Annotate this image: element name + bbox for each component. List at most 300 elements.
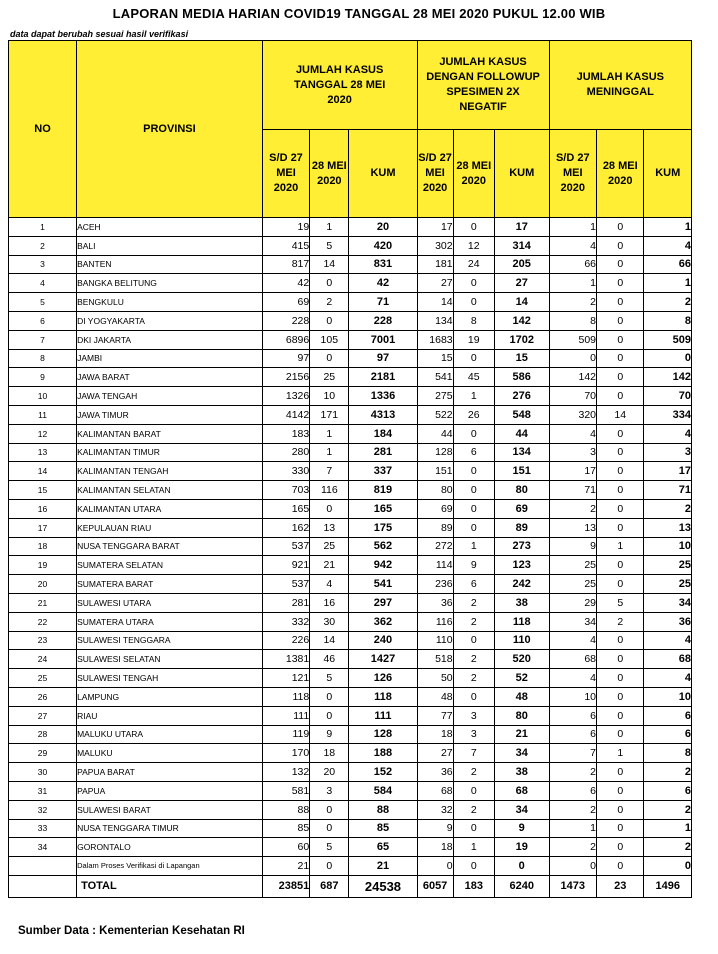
cases-kum: 2181 — [349, 368, 417, 387]
table-row — [9, 706, 692, 725]
province-name: MALUKU UTARA — [77, 725, 263, 744]
deaths-28: 0 — [597, 556, 644, 575]
deaths-until-27: 34 — [549, 612, 596, 631]
recovered-28: 2 — [453, 763, 494, 782]
cases-kum: 281 — [349, 443, 417, 462]
cases-kum: 1336 — [349, 387, 417, 406]
recovered-until-27: 68 — [417, 781, 453, 800]
cases-28: 10 — [310, 387, 349, 406]
cases-kum: 71 — [349, 293, 417, 312]
deaths-kum: 0 — [644, 349, 692, 368]
deaths-28: 0 — [597, 857, 644, 876]
recovered-until-27: 18 — [417, 725, 453, 744]
row-no: 1 — [9, 218, 77, 237]
table-row — [9, 537, 692, 556]
row-no: 17 — [9, 518, 77, 537]
table-row — [9, 819, 692, 838]
recovered-28: 1 — [453, 838, 494, 857]
deaths-kum: 70 — [644, 387, 692, 406]
cases-until-27: 6896 — [262, 330, 309, 349]
deaths-28: 5 — [597, 593, 644, 612]
recovered-until-27: 32 — [417, 800, 453, 819]
cases-28: 0 — [310, 687, 349, 706]
cases-kum: 337 — [349, 462, 417, 481]
cases-28: 25 — [310, 537, 349, 556]
cases-until-27: 97 — [262, 349, 309, 368]
deaths-kum: 6 — [644, 706, 692, 725]
cases-kum: 111 — [349, 706, 417, 725]
recovered-28: 0 — [453, 819, 494, 838]
deaths-until-27: 2 — [549, 499, 596, 518]
deaths-28: 0 — [597, 443, 644, 462]
deaths-kum: 10 — [644, 537, 692, 556]
deaths-until-27: 1 — [549, 819, 596, 838]
cases-28: 1 — [310, 218, 349, 237]
cases-until-27: 330 — [262, 462, 309, 481]
header-cases-kum: KUM — [349, 130, 417, 218]
recovered-28: 2 — [453, 650, 494, 669]
deaths-until-27: 6 — [549, 706, 596, 725]
deaths-until-27: 509 — [549, 330, 596, 349]
recovered-until-27: 36 — [417, 593, 453, 612]
deaths-28: 0 — [597, 819, 644, 838]
cases-until-27: 165 — [262, 499, 309, 518]
cases-28: 3 — [310, 781, 349, 800]
recovered-until-27: 128 — [417, 443, 453, 462]
deaths-until-27: 0 — [549, 857, 596, 876]
province-name: SULAWESI TENGGARA — [77, 631, 263, 650]
recovered-28: 0 — [453, 462, 494, 481]
cases-kum: 819 — [349, 481, 417, 500]
deaths-28: 0 — [597, 274, 644, 293]
recovered-kum: 134 — [494, 443, 549, 462]
table-row — [9, 499, 692, 518]
cases-until-27: 111 — [262, 706, 309, 725]
row-no: 4 — [9, 274, 77, 293]
header-provinsi: PROVINSI — [77, 41, 263, 218]
total-cases-until-27: 23851 — [262, 875, 309, 897]
recovered-kum: 242 — [494, 575, 549, 594]
total-recovered-until-27: 6057 — [417, 875, 453, 897]
recovered-kum: 38 — [494, 763, 549, 782]
province-name: SUMATERA UTARA — [77, 612, 263, 631]
verification-note: data dapat berubah sesuai hasil verifikasi — [10, 29, 189, 39]
deaths-until-27: 10 — [549, 687, 596, 706]
recovered-until-27: 69 — [417, 499, 453, 518]
deaths-kum: 2 — [644, 499, 692, 518]
row-no: 8 — [9, 349, 77, 368]
recovered-28: 6 — [453, 443, 494, 462]
province-name: SUMATERA BARAT — [77, 575, 263, 594]
province-name: NUSA TENGGARA TIMUR — [77, 819, 263, 838]
table-row — [9, 387, 692, 406]
cases-until-27: 332 — [262, 612, 309, 631]
recovered-kum: 21 — [494, 725, 549, 744]
cases-28: 0 — [310, 311, 349, 330]
deaths-kum: 4 — [644, 631, 692, 650]
table-row — [9, 556, 692, 575]
recovered-until-27: 48 — [417, 687, 453, 706]
cases-28: 21 — [310, 556, 349, 575]
recovered-28: 3 — [453, 706, 494, 725]
row-no: 33 — [9, 819, 77, 838]
recovered-28: 7 — [453, 744, 494, 763]
row-no: 6 — [9, 311, 77, 330]
recovered-kum: 80 — [494, 706, 549, 725]
province-name: LAMPUNG — [77, 687, 263, 706]
cases-kum: 118 — [349, 687, 417, 706]
deaths-28: 0 — [597, 687, 644, 706]
deaths-28: 0 — [597, 236, 644, 255]
recovered-until-27: 18 — [417, 838, 453, 857]
recovered-28: 0 — [453, 293, 494, 312]
recovered-28: 0 — [453, 274, 494, 293]
cases-kum: 240 — [349, 631, 417, 650]
row-no: 30 — [9, 763, 77, 782]
recovered-28: 6 — [453, 575, 494, 594]
deaths-kum: 4 — [644, 236, 692, 255]
table-row — [9, 462, 692, 481]
cases-28: 14 — [310, 255, 349, 274]
cases-kum: 65 — [349, 838, 417, 857]
deaths-until-27: 2 — [549, 293, 596, 312]
header-deaths: JUMLAH KASUS MENINGGAL — [549, 41, 691, 130]
deaths-28: 0 — [597, 518, 644, 537]
deaths-until-27: 70 — [549, 387, 596, 406]
table-row — [9, 368, 692, 387]
cases-kum: 562 — [349, 537, 417, 556]
deaths-28: 0 — [597, 669, 644, 688]
deaths-kum: 4 — [644, 424, 692, 443]
deaths-28: 0 — [597, 368, 644, 387]
recovered-28: 19 — [453, 330, 494, 349]
row-no: 5 — [9, 293, 77, 312]
cases-28: 46 — [310, 650, 349, 669]
province-name: KALIMANTAN TENGAH — [77, 462, 263, 481]
cases-28: 5 — [310, 838, 349, 857]
total-cases-kum: 24538 — [349, 875, 417, 897]
province-name: DKI JAKARTA — [77, 330, 263, 349]
table-row — [9, 255, 692, 274]
row-no: 32 — [9, 800, 77, 819]
header-recovered-kum: KUM — [494, 130, 549, 218]
recovered-28: 24 — [453, 255, 494, 274]
recovered-kum: 48 — [494, 687, 549, 706]
deaths-28: 0 — [597, 725, 644, 744]
row-no: 24 — [9, 650, 77, 669]
row-no: 7 — [9, 330, 77, 349]
recovered-kum: 151 — [494, 462, 549, 481]
cases-28: 16 — [310, 593, 349, 612]
cases-until-27: 4142 — [262, 405, 309, 424]
deaths-kum: 2 — [644, 800, 692, 819]
deaths-until-27: 320 — [549, 405, 596, 424]
cases-until-27: 281 — [262, 593, 309, 612]
province-name: BENGKULU — [77, 293, 263, 312]
deaths-28: 0 — [597, 481, 644, 500]
table-row — [9, 481, 692, 500]
recovered-kum: 17 — [494, 218, 549, 237]
province-name: GORONTALO — [77, 838, 263, 857]
cases-kum: 97 — [349, 349, 417, 368]
cases-kum: 188 — [349, 744, 417, 763]
row-no: 20 — [9, 575, 77, 594]
recovered-until-27: 36 — [417, 763, 453, 782]
cases-until-27: 162 — [262, 518, 309, 537]
table-row — [9, 311, 692, 330]
cases-kum: 20 — [349, 218, 417, 237]
cases-kum: 128 — [349, 725, 417, 744]
recovered-kum: 44 — [494, 424, 549, 443]
province-name: JAMBI — [77, 349, 263, 368]
row-no: 9 — [9, 368, 77, 387]
table-row — [9, 650, 692, 669]
deaths-28: 0 — [597, 706, 644, 725]
deaths-28: 0 — [597, 424, 644, 443]
cases-28: 20 — [310, 763, 349, 782]
recovered-until-27: 518 — [417, 650, 453, 669]
recovered-kum: 0 — [494, 857, 549, 876]
province-name: KALIMANTAN BARAT — [77, 424, 263, 443]
cases-until-27: 21 — [262, 857, 309, 876]
province-name: BANGKA BELITUNG — [77, 274, 263, 293]
recovered-kum: 34 — [494, 800, 549, 819]
table-row — [9, 631, 692, 650]
recovered-28: 45 — [453, 368, 494, 387]
deaths-until-27: 8 — [549, 311, 596, 330]
recovered-28: 0 — [453, 687, 494, 706]
row-no: 13 — [9, 443, 77, 462]
recovered-until-27: 44 — [417, 424, 453, 443]
deaths-28: 0 — [597, 499, 644, 518]
recovered-28: 0 — [453, 857, 494, 876]
deaths-kum: 2 — [644, 838, 692, 857]
deaths-until-27: 17 — [549, 462, 596, 481]
cases-kum: 7001 — [349, 330, 417, 349]
row-no: 16 — [9, 499, 77, 518]
cases-until-27: 183 — [262, 424, 309, 443]
cases-until-27: 703 — [262, 481, 309, 500]
cases-kum: 175 — [349, 518, 417, 537]
table-row — [9, 575, 692, 594]
cases-until-27: 19 — [262, 218, 309, 237]
cases-28: 0 — [310, 819, 349, 838]
row-no: 2 — [9, 236, 77, 255]
table-row — [9, 443, 692, 462]
cases-kum: 165 — [349, 499, 417, 518]
recovered-kum: 80 — [494, 481, 549, 500]
cases-until-27: 228 — [262, 311, 309, 330]
recovered-until-27: 272 — [417, 537, 453, 556]
recovered-until-27: 522 — [417, 405, 453, 424]
header-cases-until-27: S/D 27 MEI 2020 — [262, 130, 309, 218]
recovered-kum: 19 — [494, 838, 549, 857]
deaths-28: 0 — [597, 255, 644, 274]
cases-until-27: 170 — [262, 744, 309, 763]
deaths-kum: 1 — [644, 274, 692, 293]
cases-28: 2 — [310, 293, 349, 312]
recovered-kum: 548 — [494, 405, 549, 424]
recovered-until-27: 27 — [417, 274, 453, 293]
deaths-kum: 2 — [644, 293, 692, 312]
recovered-until-27: 236 — [417, 575, 453, 594]
deaths-until-27: 66 — [549, 255, 596, 274]
header-recovered-until-27: S/D 27 MEI 2020 — [417, 130, 453, 218]
deaths-kum: 1 — [644, 819, 692, 838]
recovered-28: 0 — [453, 518, 494, 537]
row-no: 23 — [9, 631, 77, 650]
cases-28: 116 — [310, 481, 349, 500]
recovered-until-27: 151 — [417, 462, 453, 481]
deaths-until-27: 68 — [549, 650, 596, 669]
recovered-kum: 1702 — [494, 330, 549, 349]
province-name: JAWA TENGAH — [77, 387, 263, 406]
table-row — [9, 593, 692, 612]
recovered-28: 2 — [453, 593, 494, 612]
cases-until-27: 118 — [262, 687, 309, 706]
deaths-28: 2 — [597, 612, 644, 631]
recovered-kum: 38 — [494, 593, 549, 612]
deaths-until-27: 0 — [549, 349, 596, 368]
cases-until-27: 2156 — [262, 368, 309, 387]
recovered-28: 1 — [453, 387, 494, 406]
deaths-kum: 3 — [644, 443, 692, 462]
cases-28: 0 — [310, 499, 349, 518]
deaths-kum: 25 — [644, 556, 692, 575]
recovered-28: 26 — [453, 405, 494, 424]
deaths-28: 1 — [597, 744, 644, 763]
cases-28: 18 — [310, 744, 349, 763]
province-name: SULAWESI SELATAN — [77, 650, 263, 669]
recovered-28: 2 — [453, 800, 494, 819]
deaths-kum: 71 — [644, 481, 692, 500]
row-no: 26 — [9, 687, 77, 706]
recovered-until-27: 17 — [417, 218, 453, 237]
cases-until-27: 226 — [262, 631, 309, 650]
recovered-until-27: 1683 — [417, 330, 453, 349]
province-name: JAWA BARAT — [77, 368, 263, 387]
deaths-until-27: 4 — [549, 669, 596, 688]
deaths-until-27: 6 — [549, 781, 596, 800]
row-no: 11 — [9, 405, 77, 424]
province-name: Dalam Proses Verifikasi di Lapangan — [77, 857, 263, 876]
cases-kum: 21 — [349, 857, 417, 876]
deaths-28: 0 — [597, 781, 644, 800]
cases-kum: 831 — [349, 255, 417, 274]
table-row — [9, 330, 692, 349]
province-name: SULAWESI BARAT — [77, 800, 263, 819]
recovered-until-27: 181 — [417, 255, 453, 274]
header-recovered-28: 28 MEI 2020 — [453, 130, 494, 218]
cases-until-27: 537 — [262, 537, 309, 556]
deaths-kum: 509 — [644, 330, 692, 349]
deaths-28: 0 — [597, 330, 644, 349]
cases-kum: 942 — [349, 556, 417, 575]
deaths-kum: 8 — [644, 311, 692, 330]
table-row — [9, 518, 692, 537]
recovered-28: 12 — [453, 236, 494, 255]
table-row — [9, 349, 692, 368]
recovered-until-27: 80 — [417, 481, 453, 500]
recovered-kum: 314 — [494, 236, 549, 255]
table-row — [9, 857, 692, 876]
deaths-kum: 1 — [644, 218, 692, 237]
recovered-kum: 89 — [494, 518, 549, 537]
cases-28: 0 — [310, 857, 349, 876]
cases-28: 7 — [310, 462, 349, 481]
deaths-until-27: 71 — [549, 481, 596, 500]
deaths-28: 0 — [597, 218, 644, 237]
cases-28: 14 — [310, 631, 349, 650]
cases-28: 25 — [310, 368, 349, 387]
cases-until-27: 121 — [262, 669, 309, 688]
covid-cases-table — [8, 40, 692, 898]
deaths-kum: 25 — [644, 575, 692, 594]
table-row — [9, 725, 692, 744]
row-no: 12 — [9, 424, 77, 443]
header-total-cases: JUMLAH KASUS TANGGAL 28 MEI 2020 — [262, 41, 417, 130]
recovered-kum: 110 — [494, 631, 549, 650]
table-row — [9, 838, 692, 857]
row-no: 34 — [9, 838, 77, 857]
cases-until-27: 85 — [262, 819, 309, 838]
total-cases-28: 687 — [310, 875, 349, 897]
cases-28: 171 — [310, 405, 349, 424]
row-no: 3 — [9, 255, 77, 274]
deaths-28: 0 — [597, 800, 644, 819]
table-row — [9, 424, 692, 443]
deaths-28: 0 — [597, 838, 644, 857]
row-no: 27 — [9, 706, 77, 725]
header-deaths-kum: KUM — [644, 130, 692, 218]
cases-until-27: 280 — [262, 443, 309, 462]
cases-kum: 1427 — [349, 650, 417, 669]
cases-28: 30 — [310, 612, 349, 631]
recovered-28: 1 — [453, 537, 494, 556]
cases-kum: 584 — [349, 781, 417, 800]
deaths-28: 0 — [597, 387, 644, 406]
province-name: BANTEN — [77, 255, 263, 274]
cases-28: 105 — [310, 330, 349, 349]
recovered-until-27: 77 — [417, 706, 453, 725]
recovered-until-27: 302 — [417, 236, 453, 255]
deaths-kum: 66 — [644, 255, 692, 274]
row-no: 31 — [9, 781, 77, 800]
deaths-28: 0 — [597, 650, 644, 669]
recovered-until-27: 134 — [417, 311, 453, 330]
total-deaths-until-27: 1473 — [549, 875, 596, 897]
recovered-kum: 69 — [494, 499, 549, 518]
province-name: KALIMANTAN SELATAN — [77, 481, 263, 500]
row-no: 19 — [9, 556, 77, 575]
province-name: MALUKU — [77, 744, 263, 763]
cases-until-27: 132 — [262, 763, 309, 782]
recovered-28: 0 — [453, 481, 494, 500]
recovered-until-27: 89 — [417, 518, 453, 537]
recovered-kum: 118 — [494, 612, 549, 631]
cases-until-27: 1326 — [262, 387, 309, 406]
cases-kum: 152 — [349, 763, 417, 782]
deaths-kum: 334 — [644, 405, 692, 424]
province-name: BALI — [77, 236, 263, 255]
recovered-kum: 520 — [494, 650, 549, 669]
cases-28: 1 — [310, 443, 349, 462]
province-name: SULAWESI UTARA — [77, 593, 263, 612]
table-row — [9, 236, 692, 255]
deaths-until-27: 7 — [549, 744, 596, 763]
cases-until-27: 88 — [262, 800, 309, 819]
recovered-kum: 142 — [494, 311, 549, 330]
